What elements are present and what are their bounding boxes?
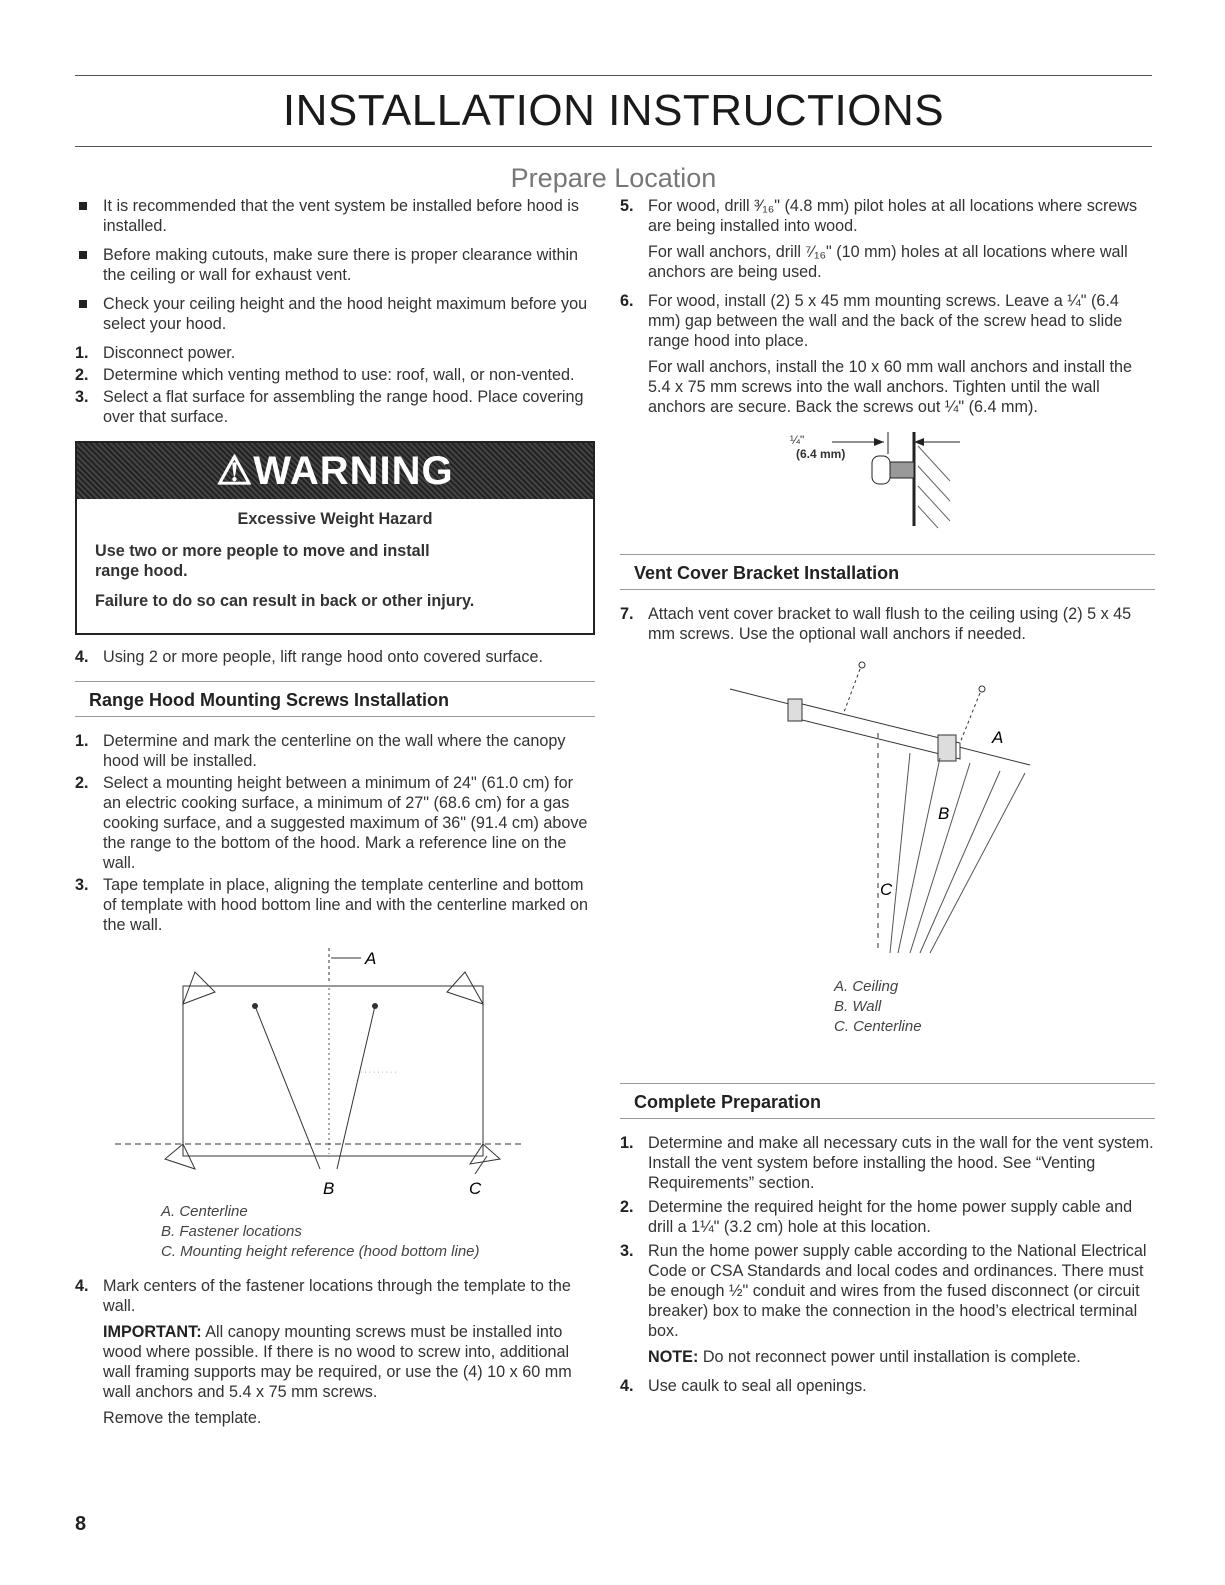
step-item: 3. Select a flat surface for assembling the range hood. Place covering over that surface. <box>75 388 584 426</box>
section-subtitle: Prepare Location <box>510 163 717 193</box>
figure-caption: A. Centerline B. Fastener locations C. Mounting height reference (hood bottom line) <box>161 1203 480 1260</box>
warning-hazard: Excessive Weight Hazard <box>237 510 433 528</box>
section-heading: Complete Preparation <box>620 1083 1155 1119</box>
warning-header: ⚠WARNING <box>77 443 593 499</box>
svg-text:¼": ¼" <box>790 433 805 447</box>
step-item: 2. Determine the required height for the home power supply cable and drill a 1¼" (3.2 cm) hole at this location. <box>620 1198 1133 1236</box>
bracket-figure <box>620 653 1155 1035</box>
right-column <box>620 196 1155 1405</box>
step-item: 6. For wood, install (2) 5 x 45 mm mounting screws. Leave a ¼" (6.4 mm) gap between the wall and the back of the screw head to slide range hood into place. For wall anchors, install the 10 x 60 mm wall anchors and install the 5.4 x 75 mm screws into the wall anchors. Tighten until the wall anchors are secure. Back the screws out ¼" (6.4 mm). <box>620 292 1133 416</box>
warning-line: Use two or more people to move and install range hood. <box>95 542 430 580</box>
note: NOTE: Do not reconnect power until installation is complete. <box>648 1348 1081 1366</box>
bullet-square-icon <box>79 202 87 210</box>
label-a: A <box>992 728 1004 747</box>
warning-body <box>77 499 593 633</box>
bullet-item: Before making cutouts, make sure there is proper clearance within the ceiling or wall for exhaust vent. <box>75 245 595 285</box>
step-item: 4. Mark centers of the fastener locations through the template to the wall. IMPORTANT: All canopy mounting screws must be installed into wood where possible. If there is no wood to screw into, additional wall framing supports may be required, or use the (4) 10 x 60 mm wall anchors and 5.4 x 75 mm screws. Remove the template. <box>75 1276 595 1428</box>
remove-template: Remove the template. <box>103 1409 262 1427</box>
step-item: 2. Select a mounting height between a minimum of 24" (61.0 cm) for an electric cooking surface, a minimum of 27" (68.6 cm) for a gas cooking surface, and a suggested maximum of 36" (91.4 cm) above the range to the bottom of the hood. Mark a reference line on the wall. <box>75 774 588 872</box>
template-figure <box>75 944 595 1202</box>
label-c: C <box>469 1179 482 1198</box>
step-item: 7. Attach vent cover bracket to wall flush to the ceiling using (2) 5 x 45 mm screws. Use the optional wall anchors if needed. <box>620 605 1132 643</box>
bullet-square-icon <box>79 251 87 259</box>
section-heading: Range Hood Mounting Screws Installation <box>75 681 595 717</box>
page-title: INSTALLATION INSTRUCTIONS <box>282 86 945 135</box>
bullet-item: Check your ceiling height and the hood height maximum before you select your hood. <box>75 294 595 334</box>
bullet-item: It is recommended that the vent system be installed before hood is installed. <box>75 196 595 236</box>
section-heading: Vent Cover Bracket Installation <box>620 554 1155 590</box>
step-item: 3. Run the home power supply cable according to the National Electrical Code or CSA Standards and local codes and ordinances. There must be enough ½" conduit and wires from the fused disconnect (or circuit breaker) box to make the connection in the hood’s electrical terminal box. NOTE: Do not reconnect power until installation is complete. <box>620 1241 1155 1367</box>
label-a: A <box>365 949 377 968</box>
step-item: 5. For wood, drill ³⁄₁₆" (4.8 mm) pilot holes at all locations where screws are being installed into wood. For wall anchors, drill ⁷⁄₁₆" (10 mm) holes at all locations where wall anchors are being used. <box>620 197 1138 281</box>
step-item: 4. Using 2 or more people, lift range hood onto covered surface. <box>75 648 544 666</box>
page-number: 8 <box>75 1513 87 1535</box>
step-item: 3. Tape template in place, aligning the template centerline and bottom of template with hood bottom line and with the centerline marked on the wall. <box>75 876 589 934</box>
step-item: 1. Determine and mark the centerline on the wall where the canopy hood will be installed. <box>75 732 566 770</box>
template-diagram <box>75 944 595 1202</box>
bracket-diagram <box>620 653 1155 993</box>
left-column <box>75 196 595 1437</box>
bullet-square-icon <box>79 300 87 308</box>
title-rule <box>75 146 1152 147</box>
warning-line: Failure to do so can result in back or other injury. <box>95 592 475 610</box>
important-note: IMPORTANT: All canopy mounting screws must be installed into wood where possible. If there is no wood to screw into, additional wall framing supports may be required, or use the (4) 10 x 60 mm wall anchors and 5.4 x 75 mm screws. <box>103 1323 572 1401</box>
top-rule <box>75 75 1152 76</box>
label-c: C <box>880 880 893 899</box>
step-item: 1. Disconnect power. <box>75 344 236 362</box>
warning-box <box>75 441 595 635</box>
step-item: 2. Determine which venting method to use: roof, wall, or non-vented. <box>75 366 575 384</box>
template-text-icon: · · · · · · · · · <box>360 1069 397 1076</box>
figure-caption: A. Ceiling B. Wall C. Centerline <box>834 978 922 1035</box>
label-b: B <box>938 804 950 823</box>
svg-text:(6.4 mm): (6.4 mm) <box>796 447 846 461</box>
step-item: 1. Determine and make all necessary cuts in the wall for the vent system. Install the vent system before installing the hood. See “Venting Requirements” section. <box>620 1134 1154 1192</box>
screw-diagram <box>620 426 1155 534</box>
warning-triangle-icon: ⚠ <box>216 449 254 493</box>
screw-gap-figure <box>620 426 1155 534</box>
step-item: 4. Use caulk to seal all openings. <box>620 1377 867 1395</box>
label-b: B <box>323 1179 335 1198</box>
